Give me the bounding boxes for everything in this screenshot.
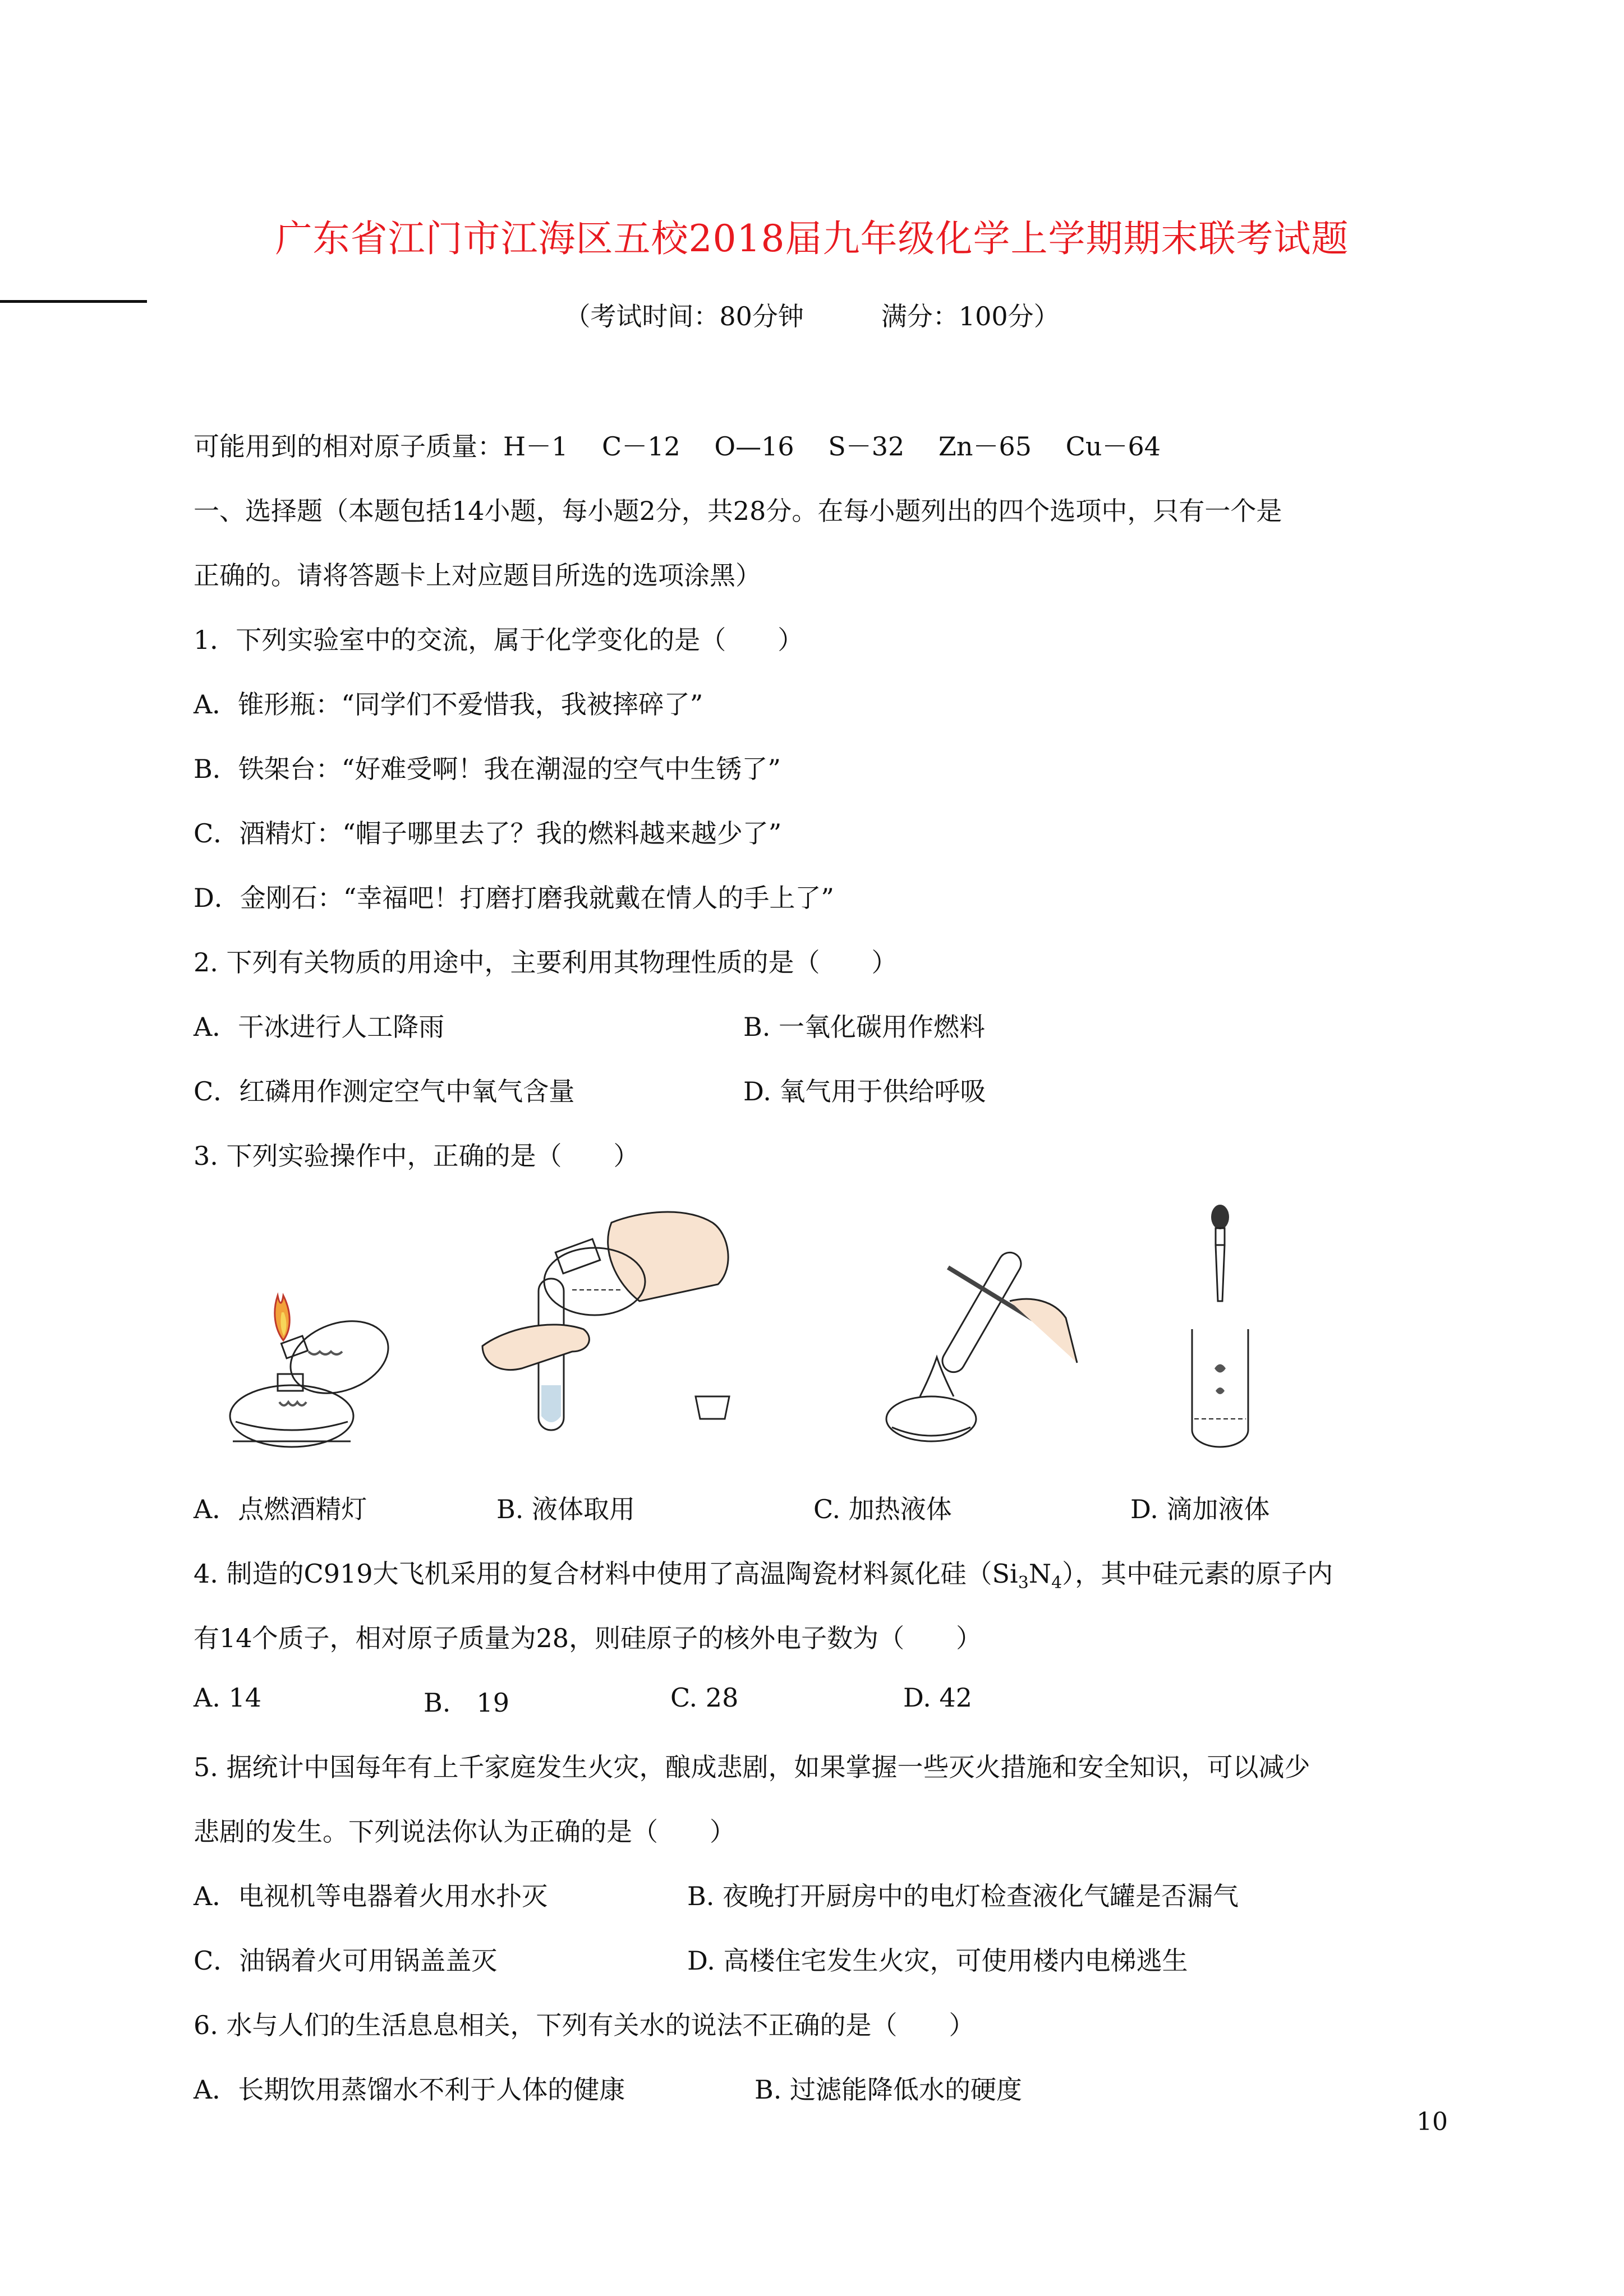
dropper-figure (1181, 1200, 1259, 1453)
q2-option-c: C．红磷用作测定空气中氧气含量 (194, 1076, 575, 1106)
q4-option-a: A. 14 (194, 1682, 261, 1713)
q6-stem: 6. 水与人们的生活息息相关，下列有关水的说法不正确的是（ ） (194, 2010, 975, 2040)
q4-option-d: D. 42 (903, 1682, 973, 1713)
q5-option-d: D. 高楼住宅发生火灾，可使用楼内电梯逃生 (687, 1945, 1188, 1976)
q5-option-b: B. 夜晚打开厨房中的电灯检查液化气罐是否漏气 (687, 1881, 1239, 1911)
heating-liquid-figure (864, 1234, 1088, 1458)
q4-option-c: C. 28 (670, 1682, 739, 1713)
page-number: 10 (1416, 2108, 1448, 2136)
atomic-masses: 可能用到的相对原子质量：H－1 C－12 O—16 S－32 Zn－65 Cu－64 (194, 431, 1161, 462)
q3-option-c: C. 加热液体 (813, 1494, 952, 1524)
q1-option-a: A．锥形瓶：“同学们不爱惜我，我被摔碎了” (194, 689, 703, 720)
q2-stem: 2. 下列有关物质的用途中，主要利用其物理性质的是（ ） (194, 947, 898, 978)
section-instructions-line1: 一、选择题（本题包括14小题，每小题2分，共28分。在每小题列出的四个选项中，只有一个是 (194, 496, 1282, 526)
q6-option-a: A．长期饮用蒸馏水不利于人体的健康 (194, 2074, 625, 2105)
q3-option-d: D. 滴加液体 (1130, 1494, 1270, 1524)
q2-option-a: A．干冰进行人工降雨 (194, 1012, 445, 1042)
exam-info: （考试时间：80分钟 满分：100分） (564, 301, 1060, 331)
q3-stem: 3. 下列实验操作中，正确的是（ ） (194, 1141, 640, 1171)
q3-option-b: B. 液体取用 (496, 1494, 636, 1524)
q1-option-d: D．金刚石：“幸福吧！打磨打磨我就戴在情人的手上了” (194, 883, 834, 913)
q2-option-d: D. 氧气用于供给呼吸 (743, 1076, 986, 1106)
section-instructions-line2: 正确的。请将答题卡上对应题目所选的选项涂黑） (194, 560, 761, 591)
q5-option-c: C．油锅着火可用锅盖盖灭 (194, 1945, 498, 1976)
q1-stem: 1．下列实验室中的交流，属于化学变化的是（ ） (194, 625, 804, 655)
page-title: 广东省江门市江海区五校2018届九年级化学上学期期末联考试题 (275, 217, 1349, 260)
alcohol-lamp-figure (219, 1273, 410, 1458)
q4-stem-line2: 有14个质子，相对原子质量为28，则硅原子的核外电子数为（ ） (194, 1623, 982, 1653)
q5-stem-line2: 悲剧的发生。下列说法你认为正确的是（ ） (194, 1816, 735, 1847)
q1-option-b: B．铁架台：“好难受啊！我在潮湿的空气中生锈了” (194, 754, 781, 784)
q2-option-b: B. 一氧化碳用作燃料 (743, 1012, 986, 1042)
q5-stem-line1: 5. 据统计中国每年有上千家庭发生火灾，酿成悲剧，如果掌握一些灭火措施和安全知识，可以减少 (194, 1752, 1310, 1782)
liquid-pouring-figure (471, 1200, 785, 1447)
q4-stem-line1: 4. 制造的C919大飞机采用的复合材料中使用了高温陶瓷材料氮化硅$(Si_3N_4)$，其中硅元素的原子内 (194, 1559, 1333, 1593)
q3-option-a: A．点燃酒精灯 (194, 1494, 367, 1524)
q6-option-b: B. 过滤能降低水的硬度 (755, 2074, 1023, 2105)
q4-option-b: B. 19 (424, 1688, 509, 1718)
q1-option-c: C．酒精灯：“帽子哪里去了？我的燃料越来越少了” (194, 818, 782, 849)
q5-option-a: A．电视机等电器着火用水扑灭 (194, 1881, 548, 1911)
